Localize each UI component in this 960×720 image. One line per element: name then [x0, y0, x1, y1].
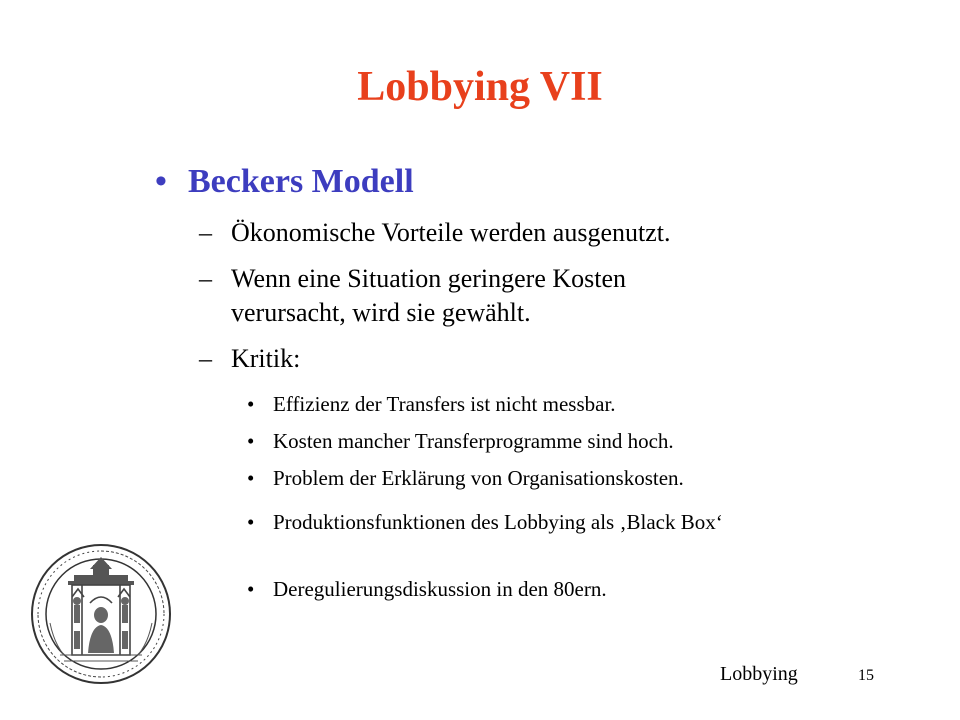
point-item — [199, 342, 731, 376]
sub-point-item — [247, 428, 833, 455]
sub-point-item — [247, 391, 833, 418]
point-text: Wenn eine Situation geringere Kosten verursacht, wird sie gewählt. — [231, 264, 627, 327]
point-item — [199, 262, 701, 330]
heading-text: Beckers Modell — [188, 163, 414, 200]
sub-bullet-marker: • — [247, 577, 255, 601]
sub-point-text: Kosten mancher Transferprogramme sind hoch. — [273, 429, 674, 453]
sub-point-text: Effizienz der Transfers ist nicht messbar. — [273, 392, 616, 416]
sub-point-item — [247, 576, 833, 603]
point-item — [199, 216, 731, 250]
university-seal-icon — [30, 543, 172, 685]
slide-title: Lobbying VII — [357, 64, 603, 110]
sub-bullet-marker: • — [247, 392, 255, 416]
sub-point-text: Produktionsfunktionen des Lobbying als ‚Black Box‘ — [273, 510, 723, 534]
sub-point-item — [247, 509, 798, 536]
dash-marker: – — [199, 264, 212, 293]
point-text: Kritik: — [231, 344, 301, 373]
sub-bullet-marker: • — [247, 429, 255, 453]
dash-marker: – — [199, 218, 212, 247]
footer-label: Lobbying — [720, 663, 798, 685]
sub-bullet-marker: • — [247, 466, 255, 490]
dash-marker: – — [199, 344, 212, 373]
heading-bullet-item — [155, 160, 414, 204]
sub-point-text: Deregulierungsdiskussion in den 80ern. — [273, 577, 607, 601]
heading-bullet-marker: • — [155, 163, 167, 200]
page-number: 15 — [858, 667, 874, 684]
sub-bullet-marker: • — [247, 510, 255, 534]
point-text: Ökonomische Vorteile werden ausgenutzt. — [231, 218, 671, 247]
sub-point-item — [247, 465, 833, 492]
sub-point-text: Problem der Erklärung von Organisationskosten. — [273, 466, 684, 490]
